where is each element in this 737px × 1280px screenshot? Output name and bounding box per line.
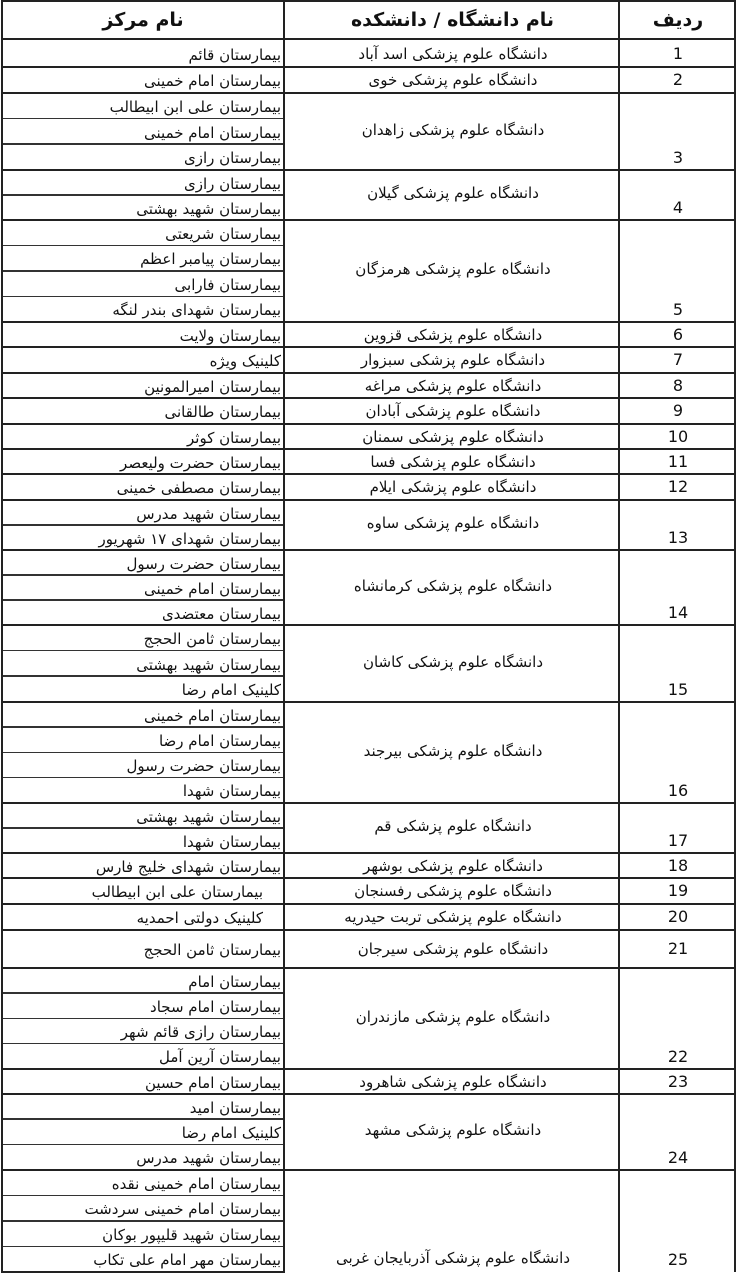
university-name: دانشگاه علوم پزشکی کرمانشاه	[353, 576, 553, 595]
center-name: بیمارستان شهید بهشتی	[136, 655, 281, 674]
row-divider	[1, 903, 736, 905]
sub-row-divider	[1, 524, 285, 526]
center-name: کلینیک امام رضا	[181, 681, 281, 700]
row-number: 14	[667, 603, 689, 622]
row-divider	[1, 549, 736, 551]
center-name: بیمارستان امام خمینی سردشت	[84, 1200, 281, 1219]
university-name: دانشگاه علوم پزشکی سمنان	[362, 427, 544, 446]
sub-row-divider	[1, 1018, 285, 1020]
row-number: 7	[672, 350, 684, 369]
row-divider	[1, 346, 736, 348]
center-name: بیمارستان شهدا	[182, 782, 281, 801]
row-divider	[1, 967, 736, 969]
center-name: بیمارستان شهدای ۱۷ شهریور	[98, 529, 281, 548]
row-divider	[1, 1068, 736, 1070]
center-name: بیمارستان امام رضا	[158, 731, 281, 750]
university-name: دانشگاه علوم پزشکی فسا	[370, 452, 536, 471]
center-name: بیمارستان امام خمینی نقده	[111, 1174, 281, 1193]
row-divider	[1, 92, 736, 94]
university-name: دانشگاه علوم پزشکی آذربایجان غربی	[335, 1249, 571, 1267]
row-divider	[1, 169, 736, 171]
center-name: بیمارستان قائم	[188, 46, 281, 64]
row-number: 17	[667, 831, 689, 850]
sub-row-divider	[1, 777, 285, 779]
row-number: 9	[672, 401, 684, 420]
university-name: دانشگاه علوم پزشکی سبزوار	[360, 351, 546, 369]
row-divider	[1, 1169, 736, 1171]
center-name: بیمارستان علی ابن ابیطالب	[109, 97, 281, 116]
center-name: بیمارستان امیرالمونین	[144, 377, 281, 396]
sub-row-divider	[1, 599, 285, 601]
header-university-name: نام دانشگاه / دانشکده	[285, 0, 620, 40]
header-row-number: ردیف	[620, 0, 736, 40]
row-number: 20	[667, 907, 689, 926]
row-divider	[1, 397, 736, 399]
center-name: بیمارستان شریعتی	[165, 224, 281, 243]
row-number: 5	[672, 300, 684, 319]
row-divider	[1, 1271, 285, 1273]
university-name: دانشگاه علوم پزشکی مراغه	[364, 376, 542, 395]
center-name: کلینیک دولتی احمدیه	[136, 909, 263, 927]
sub-row-divider	[1, 1220, 285, 1222]
center-name: بیمارستان امام خمینی	[144, 72, 281, 90]
center-name: کلینیک امام رضا	[181, 1124, 281, 1142]
university-name: دانشگاه علوم پزشکی هرمزگان	[355, 260, 551, 278]
row-number: 22	[667, 1047, 689, 1066]
university-name: دانشگاه علوم پزشکی ایلام	[369, 478, 537, 496]
row-number: 18	[667, 855, 689, 875]
border-right	[734, 0, 736, 1272]
row-divider	[1, 66, 736, 68]
sub-row-divider	[1, 1043, 285, 1045]
column-divider-2	[618, 0, 620, 1272]
sub-row-divider	[1, 992, 285, 994]
row-divider	[1, 448, 736, 450]
row-divider	[1, 372, 736, 374]
sub-row-divider	[1, 650, 285, 652]
sub-row-divider	[1, 827, 285, 829]
row-divider	[1, 877, 736, 879]
center-name: بیمارستان شهدای بندر لنگه	[112, 301, 281, 320]
center-name: بیمارستان امام خمینی	[144, 706, 281, 725]
university-name: دانشگاه علوم پزشکی ساوه	[366, 514, 540, 532]
sub-row-divider	[1, 752, 285, 754]
university-name: دانشگاه علوم پزشکی گیلان	[367, 184, 539, 202]
row-number: 8	[672, 375, 684, 395]
sub-row-divider	[1, 574, 285, 576]
center-name: بیمارستان فارابی	[174, 275, 281, 294]
sub-row-divider	[1, 118, 285, 120]
row-number: 4	[672, 198, 684, 217]
sub-row-divider	[1, 675, 285, 677]
center-name: بیمارستان شهدای خلیج فارس	[95, 857, 281, 876]
row-divider	[1, 624, 736, 626]
row-number: 23	[667, 1071, 689, 1091]
center-name: بیمارستان شهید بهشتی	[136, 807, 281, 826]
center-name: بیمارستان معتضدی	[161, 604, 281, 623]
center-name: بیمارستان امام حسین	[144, 1073, 281, 1092]
row-divider	[1, 802, 736, 804]
sub-row-divider	[1, 194, 285, 196]
hospital-table	[1, 0, 735, 1272]
row-number: 2	[672, 70, 684, 89]
center-name: کلینیک ویژه	[209, 352, 281, 370]
sub-row-divider	[1, 296, 285, 298]
university-name: دانشگاه علوم پزشکی اسد آباد	[358, 45, 548, 63]
sub-row-divider	[1, 143, 285, 145]
center-name: بیمارستان رازی قائم شهر	[120, 1023, 281, 1042]
center-name: بیمارستان حضرت رسول	[126, 554, 281, 573]
row-number: 12	[667, 477, 689, 496]
center-name: بیمارستان امید	[189, 1098, 281, 1117]
row-number: 21	[667, 939, 689, 958]
center-name: بیمارستان امام سجاد	[150, 997, 281, 1016]
center-name: بیمارستان شهید مدرس	[136, 504, 281, 523]
sub-row-divider	[1, 1118, 285, 1120]
row-divider	[1, 929, 736, 931]
university-name: دانشگاه علوم پزشکی قزوین	[363, 325, 543, 344]
center-name: بیمارستان شهدا	[182, 832, 281, 851]
center-name: بیمارستان امام خمینی	[144, 579, 281, 598]
row-number: 16	[667, 781, 689, 800]
border-left	[1, 0, 3, 1272]
sub-row-divider	[1, 1195, 285, 1197]
center-name: بیمارستان ثامن الحجج	[143, 629, 281, 648]
center-name: بیمارستان مصطفی خمینی	[116, 479, 281, 497]
row-divider	[1, 701, 736, 703]
center-name: بیمارستان امام خمینی	[144, 123, 281, 142]
row-number: 24	[667, 1148, 689, 1167]
sub-row-divider	[1, 1246, 285, 1248]
row-divider	[1, 423, 736, 425]
center-name: بیمارستان حضرت ولیعصر	[120, 453, 281, 472]
university-name: دانشگاه علوم پزشکی سیرجان	[357, 940, 549, 958]
center-name: بیمارستان شهید بهشتی	[136, 199, 281, 218]
university-name: دانشگاه علوم پزشکی قم	[374, 817, 532, 835]
row-number: 10	[667, 426, 689, 446]
row-number: 6	[672, 324, 684, 344]
center-name: بیمارستان مهر امام علی تکاب	[93, 1251, 281, 1270]
university-name: دانشگاه علوم پزشکی بوشهر	[363, 856, 543, 875]
sub-row-divider	[1, 726, 285, 728]
row-number: 15	[667, 680, 689, 699]
row-number: 25	[667, 1250, 689, 1269]
university-name: دانشگاه علوم پزشکی کاشان	[362, 652, 544, 671]
center-name: بیمارستان امام	[188, 972, 281, 991]
center-name: بیمارستان ثامن الحجج	[143, 941, 281, 959]
center-name: بیمارستان پیامبر اعظم	[140, 250, 281, 269]
sub-row-divider	[1, 270, 285, 272]
center-name: بیمارستان شهید مدرس	[136, 1149, 281, 1168]
sub-row-divider	[1, 1144, 285, 1146]
university-name: دانشگاه علوم پزشکی شاهرود	[359, 1072, 547, 1091]
center-name: بیمارستان علی ابن ابیطالب	[91, 883, 263, 901]
center-name: بیمارستان ولایت	[179, 326, 281, 345]
column-divider-1	[283, 0, 285, 1272]
row-divider	[1, 321, 736, 323]
row-number: 19	[667, 881, 689, 900]
university-name: دانشگاه علوم پزشکی خوی	[368, 71, 538, 89]
center-name: بیمارستان آرین آمل	[159, 1048, 281, 1067]
university-name: دانشگاه علوم پزشکی آبادان	[365, 402, 541, 420]
university-name: دانشگاه علوم پزشکی رفسنجان	[354, 882, 552, 900]
university-name: دانشگاه علوم پزشکی مشهد	[364, 1121, 542, 1139]
center-name: بیمارستان شهید قلیپور بوکان	[102, 1225, 281, 1244]
header-center-name: نام مرکز	[1, 0, 285, 40]
center-name: بیمارستان رازی	[183, 149, 281, 168]
center-name: بیمارستان طالقانی	[164, 403, 281, 421]
university-name: دانشگاه علوم پزشکی تربت حیدریه	[344, 908, 562, 926]
row-number: 1	[672, 44, 684, 63]
university-name: دانشگاه علوم پزشکی مازندران	[355, 1007, 551, 1026]
sub-row-divider	[1, 245, 285, 247]
row-number: 11	[667, 451, 689, 471]
center-name: بیمارستان رازی	[183, 174, 281, 193]
row-divider	[1, 1093, 736, 1095]
row-number: 3	[672, 148, 684, 167]
center-name: بیمارستان حضرت رسول	[126, 757, 281, 776]
center-name: بیمارستان کوثر	[187, 428, 281, 447]
university-name: دانشگاه علوم پزشکی زاهدان	[361, 120, 545, 139]
row-divider	[1, 473, 736, 475]
row-divider	[1, 499, 736, 501]
university-name: دانشگاه علوم پزشکی بیرجند	[363, 741, 543, 760]
row-number: 13	[667, 528, 689, 547]
row-divider	[1, 219, 736, 221]
row-divider	[1, 852, 736, 854]
